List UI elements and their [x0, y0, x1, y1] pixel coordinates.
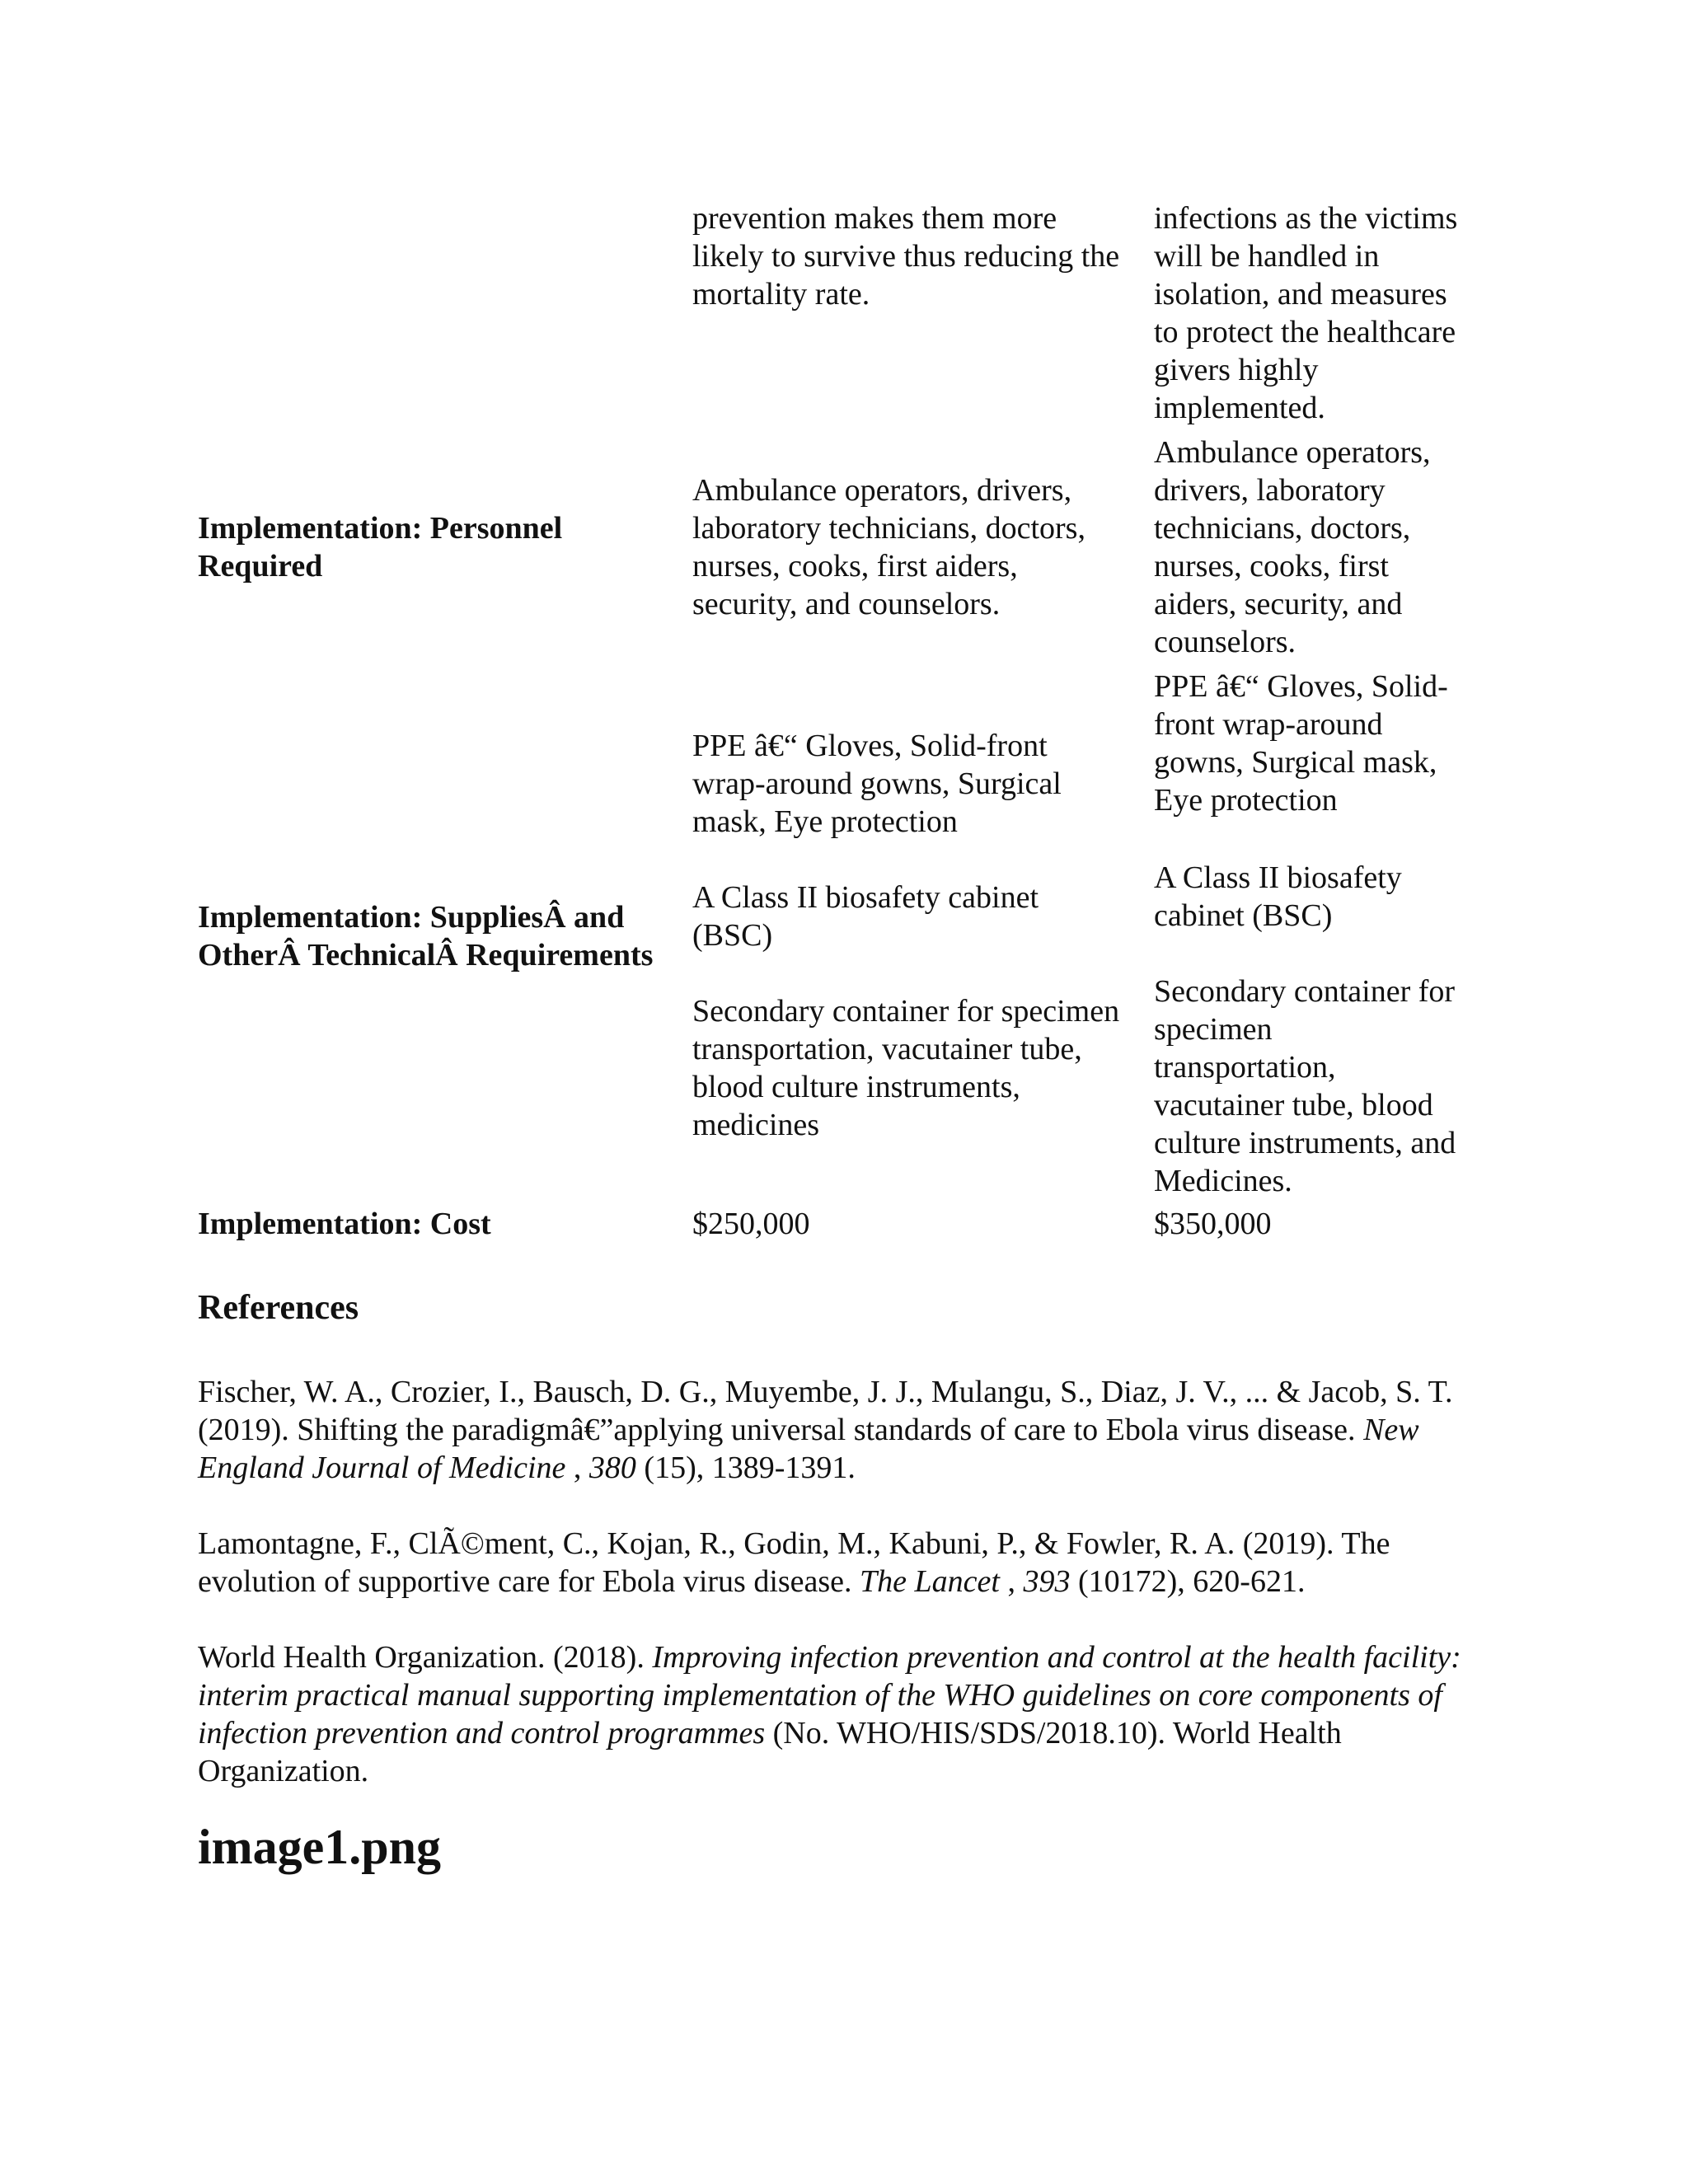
image-heading: image1.png	[198, 1820, 442, 1874]
table-row-supplies-label: Implementation: SuppliesÂ and OtherÂ TechnicalÂ Requirements	[198, 900, 654, 972]
table-row-personnel-col3: Ambulance operators, drivers, laboratory technicians, doctors, nurses, cooks, first aiders, security, and counselors.	[1154, 435, 1431, 659]
reference-item-0	[198, 1373, 1484, 1487]
table-row-supplies-col3-item-0: PPE â€“ Gloves, Solid- front wrap-around gowns, Surgical mask, Eye protection	[1154, 669, 1448, 818]
reference-1-volume: 393	[1023, 1564, 1071, 1599]
table-row-cost-col2: $250,000	[692, 1207, 810, 1241]
table-row-supplies-col3-item-2: Secondary container for specimen transportation, vacutainer tube, blood culture instruments, and Medicines.	[1154, 974, 1456, 1198]
reference-1-journal: The Lancet	[860, 1564, 1000, 1599]
reference-item-1	[198, 1525, 1484, 1601]
table-row-supplies-col3-item-1: A Class II biosafety cabinet (BSC)	[1154, 860, 1402, 933]
reference-2-title: Improving infection prevention and control at the health facility: interim practical manual supporting implementation of the WHO guidelines on core components of infection prevention and control programmes	[198, 1640, 1461, 1750]
reference-0-pages: (15), 1389-1391.	[635, 1451, 856, 1485]
reference-item-2	[198, 1638, 1484, 1790]
table-row-cost-col3: $350,000	[1154, 1207, 1272, 1241]
reference-1-sep: ,	[999, 1564, 1024, 1599]
reference-1-text: Lamontagne, F., ClÃ©ment, C., Kojan, R., Godin, M., Kabuni, P., & Fowler, R. A. (2019). The evolution of supportive care for Ebola virus disease.	[198, 1526, 1390, 1599]
table-row-personnel-col2: Ambulance operators, drivers, laboratory technicians, doctors, nurses, cooks, first aiders, security, and counselors.	[692, 473, 1085, 621]
reference-0-journal: New England Journal of Medicine	[198, 1413, 1419, 1485]
reference-2-tail: (No. WHO/HIS/SDS/2018.10). World Health Organization.	[198, 1716, 1342, 1788]
table-row-supplies-col2-item-0: PPE â€“ Gloves, Solid-front wrap-around gowns, Surgical mask, Eye protection	[692, 729, 1062, 839]
table-row-0-col3: infections as the victims will be handled in isolation, and measures to protect the healthcare givers highly implemented.	[1154, 201, 1458, 425]
reference-1-pages: (10172), 620-621.	[1070, 1564, 1306, 1599]
table-row-cost-label: Implementation: Cost	[198, 1207, 491, 1241]
table-row-0-col2: prevention makes them more likely to survive thus reducing the mortality rate.	[692, 201, 1120, 312]
table-row-personnel-label: Implementation: Personnel Required	[198, 511, 563, 583]
references-heading: References	[198, 1289, 359, 1327]
reference-0-volume: 380	[588, 1451, 636, 1485]
reference-0-sep: ,	[565, 1451, 589, 1485]
table-row-supplies-col2-item-2: Secondary container for specimen transportation, vacutainer tube, blood culture instruments, medicines	[692, 994, 1120, 1142]
reference-0-text: Fischer, W. A., Crozier, I., Bausch, D. G., Muyembe, J. J., Mulangu, S., Diaz, J. V., ... & Jacob, S. T. (2019). Shifting the paradigmâ€”applying universal standards of care to Ebola virus disease.	[198, 1375, 1453, 1447]
reference-2-text: World Health Organization. (2018).	[198, 1640, 653, 1675]
table-row-supplies-col2-item-1: A Class II biosafety cabinet (BSC)	[692, 880, 1039, 953]
